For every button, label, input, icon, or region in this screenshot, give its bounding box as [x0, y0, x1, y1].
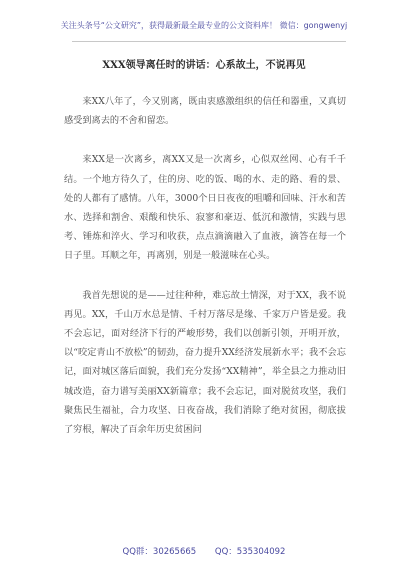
paragraph: 来XX是一次离乡，离XX又是一次离乡，心似双丝网、心有千千结。一个地方待久了，住的房、吃的饭、喝的水、走的路、看的景、处的人都有了感情。八年，3000个日日夜夜的咀嚼和回味、汗水和苦水、选择和割舍、艰酸和快乐、寂寥和豪迈、低沉和激情，实践与思考、锤炼和淬火、学习和收获，点点滴滴融入了血液，滴答在每一个日子里。耳顺之年，再离别，别是一般滋味在心头。 — [64, 154, 346, 262]
footer-qq: QQ：535304092 — [214, 547, 286, 557]
footer-qq-group: QQ群：30265665 — [122, 547, 197, 557]
header-divider — [72, 41, 346, 42]
header-banner: 关注头条号“公文研究”，获得最新最全最专业的公文资料库！ 微信：gongwenyj — [60, 21, 348, 30]
document-body — [64, 92, 346, 439]
paragraph: 我首先想说的是——过往种种，难忘故土情深，对于XX，我不说再见。XX，千山万水总是情、千村万落尽是缘、千家万户皆是爱。我不会忘记，面对经济下行的严峻形势，我们以创新引领，开明开放，以“咬定青山不放松”的韧劲，奋力提升XX经济发展新水平；我不会忘记，面对城区落后面貌，我们充分发扬“XX精神”，举全县之力推动旧城改造，奋力谱写美丽XX新篇章；我不会忘记，面对脱贫攻坚，我们聚焦民生福祉，合力攻坚、日夜奋战，我们消除了绝对贫困，彻底拔了穷根，解决了百余年历史贫困问 — [64, 289, 346, 436]
paragraph: 来XX八年了，今又别离，既由衷感激组织的信任和器重，又真切感受到离去的不舍和留恋。 — [64, 96, 346, 127]
footer-contact — [0, 545, 408, 557]
document-title: XXX领导离任时的讲话：心系故土，不说再见 — [102, 60, 306, 71]
